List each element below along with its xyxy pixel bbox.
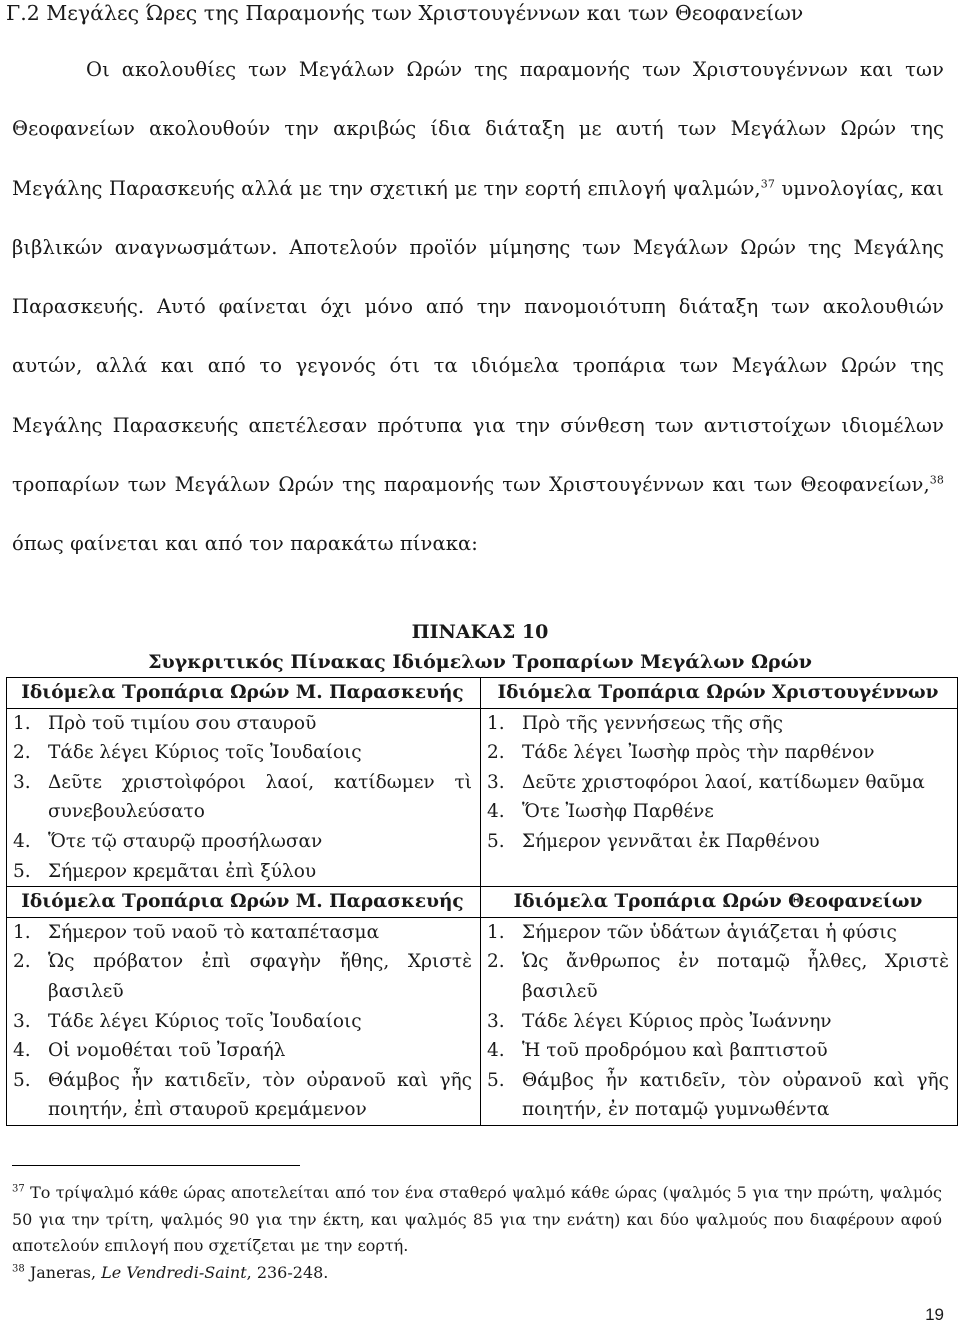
column-header-good-friday: Ιδιόμελα Τροπάρια Ωρών Μ. Παρασκευής: [7, 887, 481, 918]
comparison-table: [6, 677, 958, 1126]
column-header-feast: Ιδιόμελα Τροπάρια Ωρών Θεοφανείων: [481, 887, 958, 918]
good-friday-hymns-cell: [7, 917, 481, 1125]
list-item: [487, 918, 949, 948]
section-heading: Γ.2 Μεγάλες Ώρες της Παραμονής των Χριστουγέννων και των Θεοφανείων: [6, 1, 804, 25]
column-header-feast: Ιδιόμελα Τροπάρια Ωρών Χριστουγέννων: [481, 678, 958, 709]
list-item: [13, 1036, 472, 1066]
footnote-38: [12, 1260, 942, 1287]
list-item: [487, 947, 949, 1006]
hymn-incipit: Ὡς πρόβατον ἐπὶ σφαγὴν ἤθης, Χριστὲ βασιλεῦ: [48, 951, 472, 1002]
list-item: [13, 709, 472, 739]
hymn-incipit: Σήμερον τοῦ ναοῦ τὸ καταπέτασμα: [48, 921, 380, 943]
hymn-list: [487, 918, 949, 1125]
hymn-incipit: Τάδε λέγει Κύριος τοῖς Ἰουδαίοις: [48, 742, 362, 764]
footnote-37: [12, 1180, 942, 1260]
list-item: [487, 738, 949, 768]
item-number: 5.: [13, 1069, 31, 1091]
paragraph-text-3: όπως φαίνεται και από τον παρακάτω πίνακα:: [12, 532, 478, 556]
list-item: [487, 709, 949, 739]
table-row: [7, 708, 958, 887]
list-item: [487, 1066, 949, 1125]
item-number: 1.: [13, 921, 31, 943]
hymn-list: [13, 918, 472, 1125]
hymn-incipit: Τάδε λέγει Κύριος πρὸς Ἰωάννην: [522, 1010, 832, 1032]
item-number: 3.: [13, 1010, 31, 1032]
item-number: 3.: [487, 771, 505, 793]
hymn-incipit: Οἱ νομοθέται τοῦ Ἰσραήλ: [48, 1040, 286, 1062]
hymn-incipit: Τάδε λέγει Ἰωσὴφ πρὸς τὴν παρθένον: [522, 742, 875, 764]
list-item: [487, 768, 949, 798]
item-number: 4.: [487, 1040, 505, 1062]
hymn-incipit: Πρὸ τῆς γεννήσεως τῆς σῆς: [522, 712, 783, 734]
good-friday-hymns-cell: [7, 708, 481, 887]
hymn-incipit: Σήμερον τῶν ὑδάτων ἁγιάζεται ἡ φύσις: [522, 921, 897, 943]
table-row: [7, 917, 958, 1125]
list-item: [487, 1007, 949, 1037]
footnote-number: 38: [12, 1263, 25, 1275]
footnote-divider: [12, 1165, 300, 1166]
hymn-incipit: Ἡ τοῦ προδρόμου καὶ βαπτιστοῦ: [522, 1040, 828, 1062]
item-number: 2.: [13, 951, 31, 973]
footnote-text: Το τρίψαλμό κάθε ώρας αποτελείται από τον ένα σταθερό ψαλμό κάθε ώρας (ψαλμός 5 για την πρώτη, ψαλμός 50 για την τρίτη, ψαλμός 90 για την έκτη, και ψαλμός 85 για την ενάτη) και δύο ψαλμούς που διαφέρουν αφού αποτελούν επιλογή που σχετίζεται με την εορτή.: [12, 1183, 943, 1255]
hymn-incipit: Θάμβος ἦν κατιδεῖν, τὸν οὐρανοῦ καὶ γῆς ποιητήν, ἐν ποταμῷ γυμνωθέντα: [522, 1069, 949, 1121]
hymn-list: [13, 709, 472, 887]
list-item: [487, 797, 949, 827]
footnote-ref-38[interactable]: 38: [929, 473, 944, 487]
list-item: [13, 1066, 472, 1125]
hymn-incipit: Δεῦτε χριστοὶφόροι λαοί, κατίδωμεν τὶ συνεβουλεύσατο: [48, 771, 472, 823]
hymn-incipit: Πρὸ τοῦ τιμίου σου σταυροῦ: [48, 712, 317, 734]
body-paragraph: [12, 40, 944, 574]
table-subtitle: Συγκριτικός Πίνακας Ιδιόμελων Τροπαρίων Μεγάλων Ωρών: [148, 651, 812, 673]
item-number: 2.: [487, 742, 505, 764]
footnote-ref-37[interactable]: 37: [760, 177, 775, 191]
hymn-incipit: Τάδε λέγει Κύριος τοῖς Ἰουδαίοις: [48, 1010, 362, 1032]
feast-hymns-cell: [481, 917, 958, 1125]
item-number: 4.: [13, 1040, 31, 1062]
column-header-good-friday: Ιδιόμελα Τροπάρια Ωρών Μ. Παρασκευής: [7, 678, 481, 709]
page-number: 19: [925, 1305, 944, 1324]
paragraph-text-1: Οι ακολουθίες των Μεγάλων Ωρών της παραμονής των Χριστουγέννων και των Θεοφανείων ακολουθούν την ακριβώς ίδια διάταξη με αυτή των Μεγάλων Ωρών της Μεγάλης Παρασκευής αλλά με την σχετική με την εορτή επιλογή ψαλμών,: [12, 58, 944, 200]
list-item: [13, 768, 472, 827]
footnotes: [12, 1180, 942, 1286]
hymn-incipit: Θάμβος ἦν κατιδεῖν, τὸν οὐρανοῦ καὶ γῆς ποιητήν, ἐπὶ σταυροῦ κρεμάμενον: [48, 1069, 472, 1121]
item-number: 5.: [13, 860, 31, 882]
list-item: [13, 918, 472, 948]
list-item: [13, 738, 472, 768]
hymn-incipit: Σήμερον κρεμᾶται ἐπὶ ξύλου: [48, 860, 317, 882]
item-number: 5.: [487, 1069, 505, 1091]
list-item: [487, 1036, 949, 1066]
item-number: 2.: [13, 742, 31, 764]
hymn-incipit: Σήμερον γεννᾶται ἐκ Παρθένου: [522, 830, 820, 852]
item-number: 4.: [13, 830, 31, 852]
list-item: [13, 827, 472, 857]
paragraph-text-2: υμνολογίας, και βιβλικών αναγνωσμάτων. Αποτελούν προϊόν μίμησης των Μεγάλων Ωρών της Μεγάλης Παρασκευής. Αυτό φαίνεται όχι μόνο από την πανομοιότυπη διάταξη των ακολουθιών αυτών, αλλά και από το γεγονός ότι τα ιδιόμελα τροπάρια των Μεγάλων Ωρών της Μεγάλης Παρασκευής απετέλεσαν πρότυπα για την σύνθεση των αντιστοίχων ιδιομέλων τροπαρίων των Μεγάλων Ωρών της παραμονής των Χριστουγέννων και των Θεοφανείων,: [12, 176, 944, 497]
hymn-incipit: Ὅτε Ἰωσὴφ Παρθένε: [522, 801, 714, 823]
footnote-pages: , 236-248.: [246, 1262, 329, 1282]
list-item: [13, 857, 472, 887]
item-number: 1.: [13, 712, 31, 734]
footnote-number: 37: [12, 1183, 25, 1195]
footnote-author: Janeras,: [29, 1262, 102, 1282]
table-title: ΠΙΝΑΚΑΣ 10: [411, 621, 549, 643]
item-number: 2.: [487, 951, 505, 973]
item-number: 5.: [487, 830, 505, 852]
list-item: [13, 947, 472, 1006]
hymn-incipit: Ὅτε τῷ σταυρῷ προσήλωσαν: [48, 830, 323, 852]
item-number: 3.: [13, 771, 31, 793]
feast-hymns-cell: [481, 708, 958, 887]
table-header-row: [7, 887, 958, 918]
item-number: 3.: [487, 1010, 505, 1032]
footnote-work-title: Le Vendredi-Saint: [101, 1262, 247, 1282]
item-number: 4.: [487, 801, 505, 823]
hymn-list: [487, 709, 949, 857]
hymn-incipit: Δεῦτε χριστοφόροι λαοί, κατίδωμεν θαῦμα: [522, 771, 925, 793]
list-item: [487, 827, 949, 857]
item-number: 1.: [487, 712, 505, 734]
hymn-incipit: Ὡς ἄνθρωπος ἐν ποταμῷ ἦλθες, Χριστὲ βασιλεῦ: [522, 951, 949, 1002]
item-number: 1.: [487, 921, 505, 943]
list-item: [13, 1007, 472, 1037]
table-header-row: [7, 678, 958, 709]
